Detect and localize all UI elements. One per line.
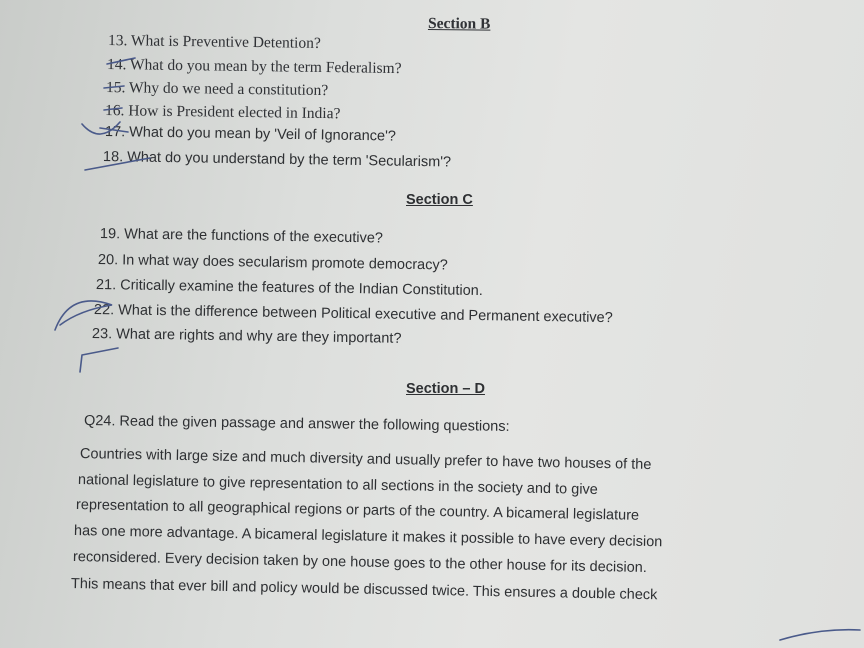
question-14: 14. What do you mean by the term Federalism? (106, 56, 402, 78)
question-22: 22. What is the difference between Political executive and Permanent executive? (93, 302, 613, 327)
question-18: 18. What do you understand by the term 'Secularism'? (102, 149, 452, 171)
pen-mark-margin (80, 348, 118, 372)
section-c-heading: Section C (406, 192, 473, 208)
question-19: 19. What are the functions of the executive? (99, 226, 384, 247)
question-15: 15. Why do we need a constitution? (105, 79, 329, 100)
question-23: 23. What are rights and why are they important? (91, 326, 402, 347)
passage-line: national legislature to give representation to all sections in the society and to give (77, 472, 598, 498)
section-d-heading: Section – D (406, 381, 485, 397)
question-24: Q24. Read the given passage and answer the following questions: (83, 413, 510, 435)
question-17: 17. What do you mean by 'Veil of Ignorance'? (104, 124, 396, 145)
passage-line: reconsidered. Every decision taken by one house goes to the other house for its decision. (72, 549, 647, 577)
question-13: 13. What is Preventive Detention? (107, 32, 321, 52)
passage-line: representation to all geographical regions or parts of the country. A bicameral legislature (75, 497, 640, 524)
passage-line: has one more advantage. A bicameral legislature it makes it possible to have every decision (73, 523, 663, 551)
passage-line: This means that ever bill and policy would be discussed twice. This ensures a double check (70, 576, 658, 604)
pen-mark-corner (780, 630, 860, 640)
question-16: 16. How is President elected in India? (104, 102, 341, 123)
passage-line: Countries with large size and much diversity and usually prefer to have two houses of the (79, 446, 652, 473)
question-21: 21. Critically examine the features of the Indian Constitution. (95, 277, 483, 300)
question-20: 20. In what way does secularism promote democracy? (97, 252, 448, 274)
section-b-heading: Section B (427, 15, 491, 33)
